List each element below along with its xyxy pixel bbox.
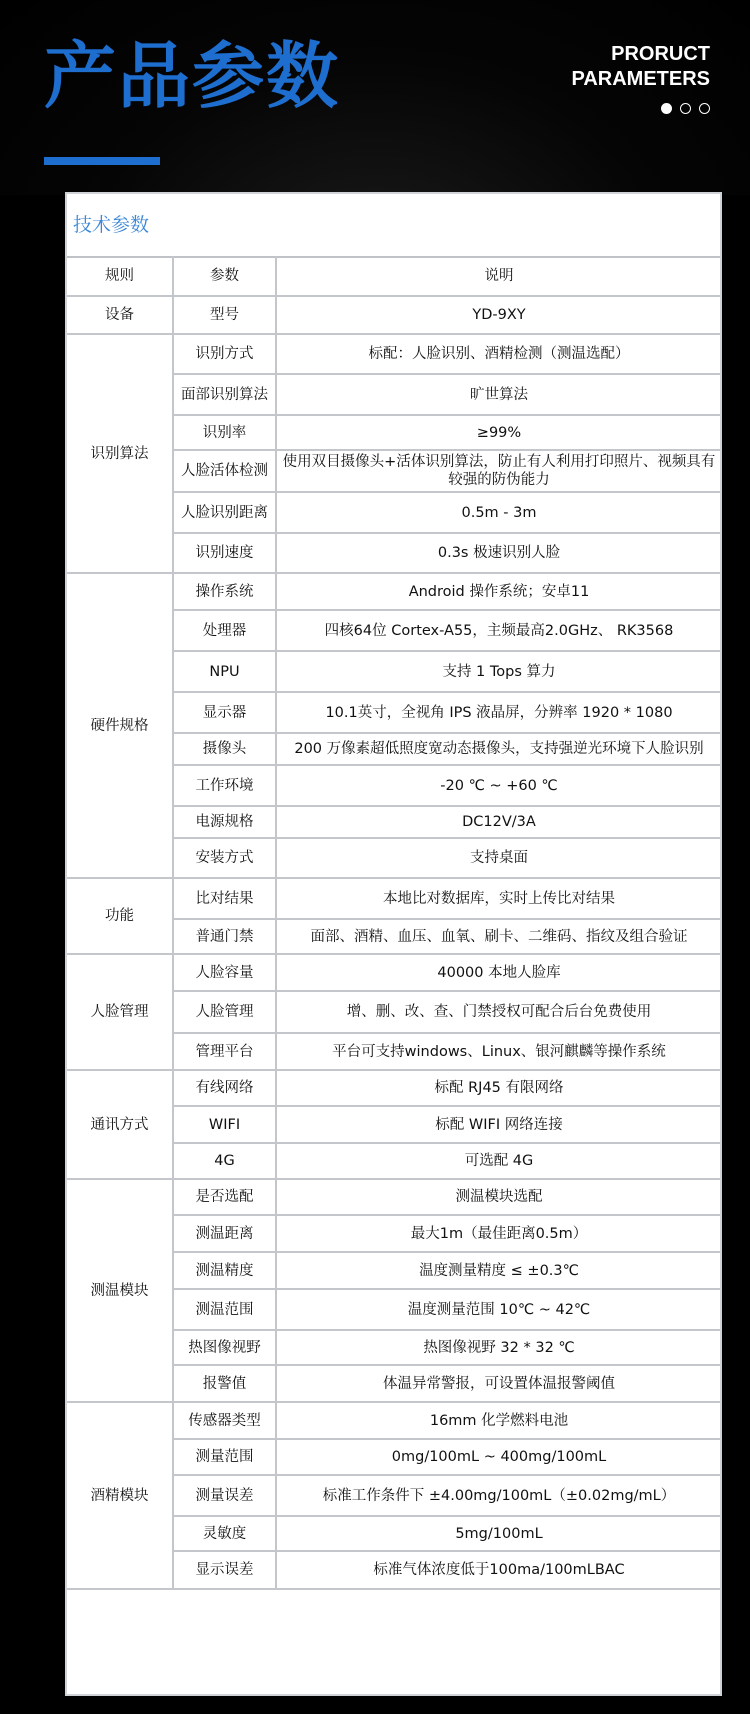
desc-cell: YD-9XY	[276, 296, 722, 334]
desc-cell: 温度测量精度 ≤ ±0.3℃	[276, 1252, 722, 1289]
title-underline	[44, 157, 160, 165]
param-cell: 识别速度	[173, 533, 276, 573]
desc-cell: 标配：人脸识别、酒精检测（测温选配）	[276, 334, 722, 374]
group-name-cell: 功能	[67, 878, 173, 954]
param-cell: 人脸管理	[173, 991, 276, 1033]
param-cell: 灵敏度	[173, 1516, 276, 1551]
desc-cell: ≥99%	[276, 415, 722, 450]
param-cell: 电源规格	[173, 806, 276, 838]
desc-cell: 支持桌面	[276, 838, 722, 878]
param-cell: 管理平台	[173, 1033, 276, 1070]
param-cell: 测温精度	[173, 1252, 276, 1289]
subtitle-line-1: PRORUCT	[611, 43, 710, 65]
table-header-row	[67, 256, 722, 296]
param-cell: 摄像头	[173, 733, 276, 765]
param-cell: 人脸识别距离	[173, 492, 276, 533]
param-cell: 是否选配	[173, 1179, 276, 1215]
spec-title-row	[67, 194, 720, 258]
param-cell: 工作环境	[173, 765, 276, 806]
param-cell: 报警值	[173, 1365, 276, 1402]
spec-table	[67, 256, 722, 1590]
desc-cell: 体温异常警报，可设置体温报警阈值	[276, 1365, 722, 1402]
desc-cell: 温度测量范围 10℃ ~ 42℃	[276, 1289, 722, 1330]
group-name-cell: 设备	[67, 296, 173, 334]
desc-cell: 200 万像素超低照度宽动态摄像头，支持强逆光环境下人脸识别	[276, 733, 722, 765]
param-cell: 安装方式	[173, 838, 276, 878]
param-cell: 测温范围	[173, 1289, 276, 1330]
desc-cell: 最大1m（最佳距离0.5m）	[276, 1215, 722, 1252]
desc-cell: 标配 WIFI 网络连接	[276, 1106, 722, 1143]
desc-cell: 16mm 化学燃料电池	[276, 1402, 722, 1439]
desc-cell: 可选配 4G	[276, 1143, 722, 1179]
desc-cell: 标准工作条件下 ±4.00mg/100mL（±0.02mg/mL）	[276, 1475, 722, 1516]
desc-cell: 40000 本地人脸库	[276, 954, 722, 991]
column-header: 规则	[67, 256, 173, 296]
param-cell: 识别率	[173, 415, 276, 450]
param-cell: 热图像视野	[173, 1330, 276, 1365]
param-cell: 普通门禁	[173, 919, 276, 954]
param-cell: 测温距离	[173, 1215, 276, 1252]
desc-cell: 标配 RJ45 有限网络	[276, 1070, 722, 1106]
group-name-cell: 酒精模块	[67, 1402, 173, 1589]
table-row	[67, 1179, 722, 1215]
spec-card	[65, 192, 722, 1696]
param-cell: 测量误差	[173, 1475, 276, 1516]
desc-cell: 使用双目摄像头+活体识别算法，防止有人利用打印照片、视频具有较强的防伪能力	[276, 450, 722, 492]
table-row	[67, 954, 722, 991]
table-row	[67, 334, 722, 374]
page-title: 产品参数	[44, 34, 341, 118]
param-cell: 识别方式	[173, 334, 276, 374]
table-row	[67, 573, 722, 610]
param-cell: 比对结果	[173, 878, 276, 919]
group-name-cell: 硬件规格	[67, 573, 173, 878]
param-cell: 有线网络	[173, 1070, 276, 1106]
subtitle-line-2: PARAMETERS	[571, 68, 710, 90]
param-cell: 显示器	[173, 692, 276, 733]
desc-cell: 0.5m - 3m	[276, 492, 722, 533]
param-cell: 型号	[173, 296, 276, 334]
param-cell: 人脸活体检测	[173, 450, 276, 492]
param-cell: NPU	[173, 651, 276, 692]
desc-cell: 测温模块选配	[276, 1179, 722, 1215]
desc-cell: -20 ℃ ~ +60 ℃	[276, 765, 722, 806]
page-header	[0, 0, 750, 195]
desc-cell: 平台可支持windows、Linux、银河麒麟等操作系统	[276, 1033, 722, 1070]
param-cell: 传感器类型	[173, 1402, 276, 1439]
desc-cell: 10.1英寸，全视角 IPS 液晶屏，分辨率 1920 * 1080	[276, 692, 722, 733]
desc-cell: 增、删、改、查、门禁授权可配合后台免费使用	[276, 991, 722, 1033]
desc-cell: DC12V/3A	[276, 806, 722, 838]
group-name-cell: 识别算法	[67, 334, 173, 573]
desc-cell: 本地比对数据库，实时上传比对结果	[276, 878, 722, 919]
group-name-cell: 测温模块	[67, 1179, 173, 1402]
desc-cell: 面部、酒精、血压、血氧、刷卡、二维码、指纹及组合验证	[276, 919, 722, 954]
table-row	[67, 1070, 722, 1106]
table-row	[67, 296, 722, 334]
column-header: 说明	[276, 256, 722, 296]
group-name-cell: 通讯方式	[67, 1070, 173, 1179]
param-cell: 面部识别算法	[173, 374, 276, 415]
table-row	[67, 878, 722, 919]
indicator-dot-active	[661, 103, 672, 114]
table-row	[67, 1402, 722, 1439]
spec-title: 技术参数	[73, 214, 150, 236]
param-cell: 处理器	[173, 610, 276, 651]
desc-cell: 热图像视野 32 * 32 ℃	[276, 1330, 722, 1365]
desc-cell: 5mg/100mL	[276, 1516, 722, 1551]
page-indicator	[661, 103, 710, 114]
indicator-dot	[680, 103, 691, 114]
param-cell: 4G	[173, 1143, 276, 1179]
desc-cell: Android 操作系统；安卓11	[276, 573, 722, 610]
page-subtitle	[571, 42, 710, 92]
desc-cell: 旷世算法	[276, 374, 722, 415]
indicator-dot	[699, 103, 710, 114]
desc-cell: 标准气体浓度低于100ma/100mLBAC	[276, 1551, 722, 1589]
param-cell: 人脸容量	[173, 954, 276, 991]
param-cell: WIFI	[173, 1106, 276, 1143]
param-cell: 显示误差	[173, 1551, 276, 1589]
desc-cell: 0.3s 极速识别人脸	[276, 533, 722, 573]
desc-cell: 四核64位 Cortex-A55，主频最高2.0GHz、 RK3568	[276, 610, 722, 651]
group-name-cell: 人脸管理	[67, 954, 173, 1070]
column-header: 参数	[173, 256, 276, 296]
desc-cell: 0mg/100mL ~ 400mg/100mL	[276, 1439, 722, 1475]
desc-cell: 支持 1 Tops 算力	[276, 651, 722, 692]
param-cell: 测量范围	[173, 1439, 276, 1475]
param-cell: 操作系统	[173, 573, 276, 610]
